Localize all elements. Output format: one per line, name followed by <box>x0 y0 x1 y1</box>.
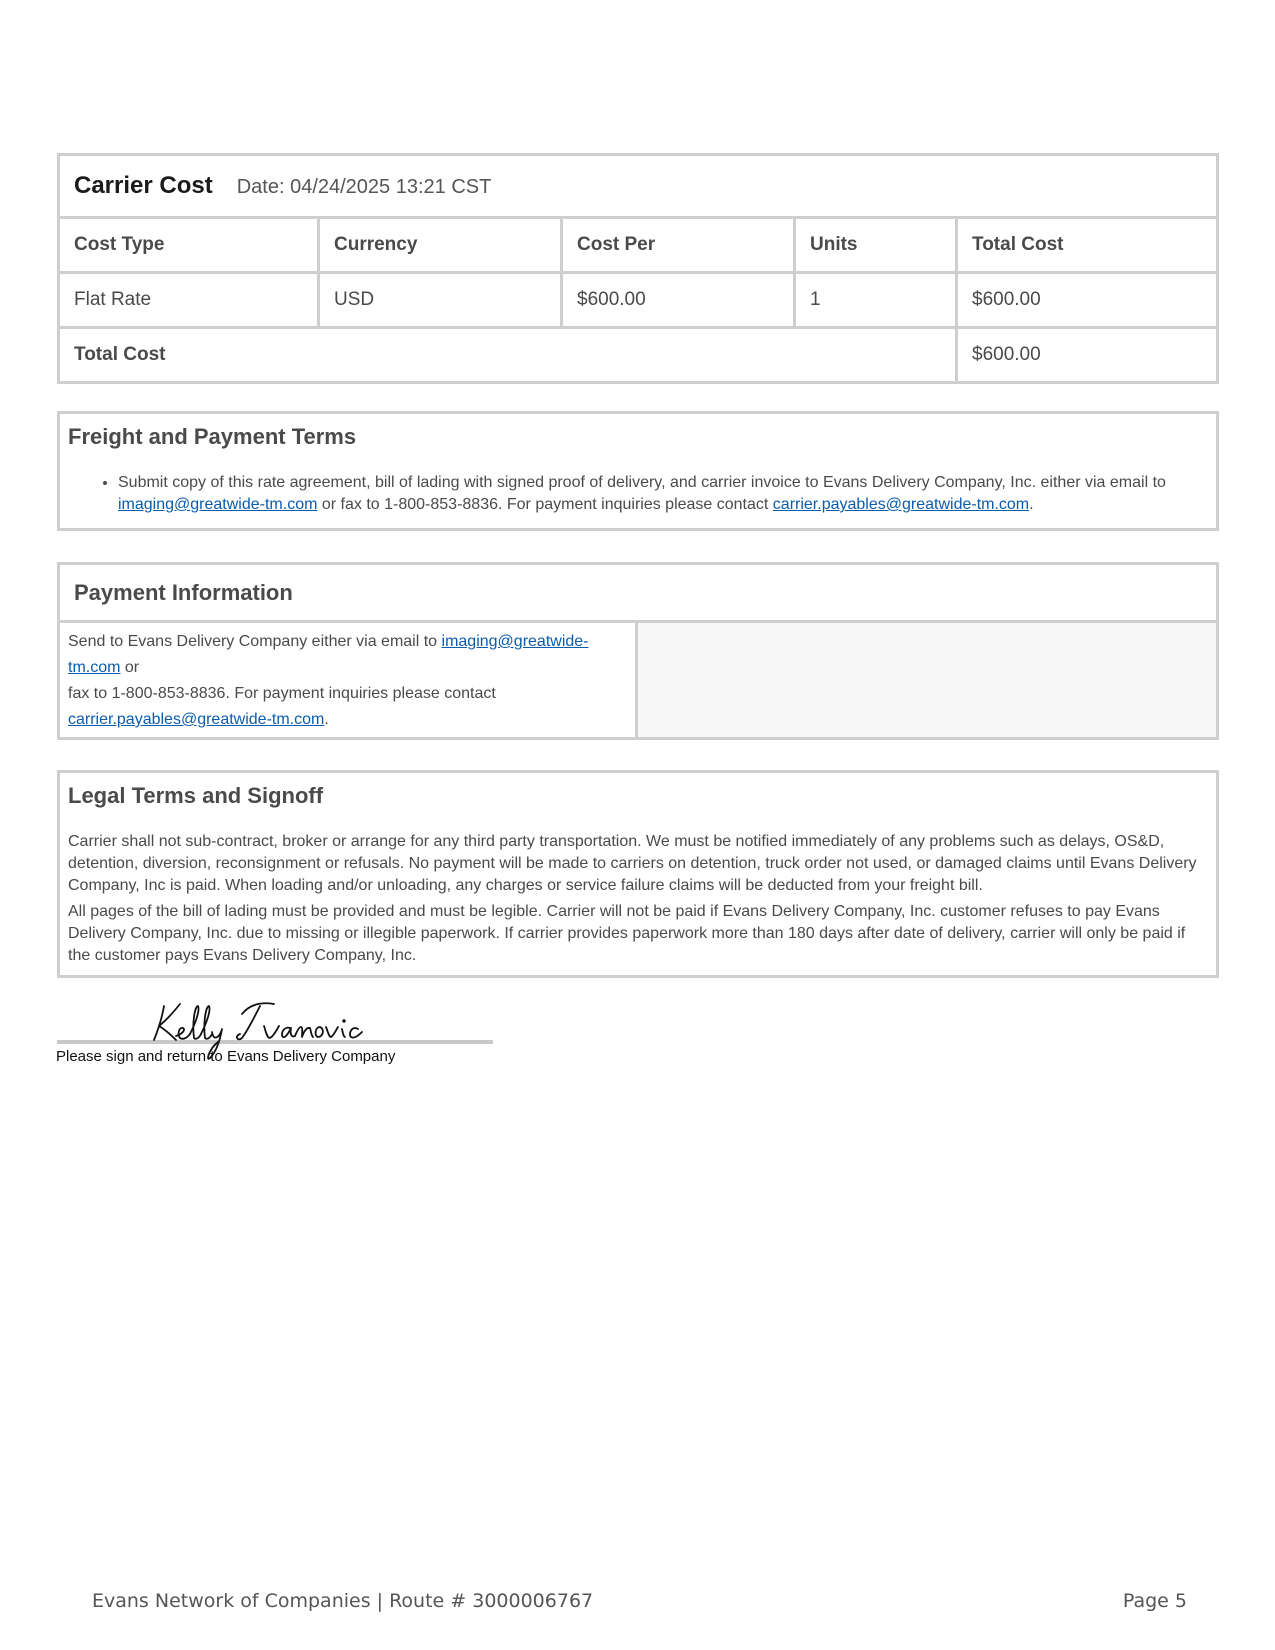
column-header-cost-per: Cost Per <box>563 219 796 271</box>
total-row <box>60 329 1216 381</box>
freight-payment-terms-section <box>57 411 1219 531</box>
total-cost-value: $600.00 <box>972 344 1041 365</box>
cell-cost-per: $600.00 <box>563 274 796 326</box>
column-header-units: Units <box>796 219 958 271</box>
total-cost-label: Total Cost <box>60 329 958 381</box>
cell-cost-type: Flat Rate <box>60 274 320 326</box>
carrier-cost-header <box>60 156 1216 219</box>
legal-paragraph-2: All pages of the bill of lading must be provided and must be legible. Carrier will not be paid if Evans Delivery Company, Inc. customer refuses to pay Evans Delivery Company, Inc. due to missing or illegible paperwork. If carrier provides paperwork more than 180 days after date of delivery, carrier will only be paid if the customer pays Evans Delivery Company, Inc. <box>68 903 1186 964</box>
footer-page-number: Page 5 <box>1122 1590 1187 1612</box>
payment-line-1-text: Send to Evans Delivery Company either via email to <box>68 633 442 650</box>
carrier-cost-table <box>57 153 1219 384</box>
payment-information-section <box>57 562 1219 740</box>
freight-terms-text-middle: or fax to 1-800-853-8836. For payment inquiries please contact <box>317 496 773 513</box>
payment-blank-cell <box>638 623 1216 737</box>
imaging-email-link[interactable]: imaging@greatwide-tm.com <box>118 496 318 513</box>
payment-information-header <box>60 565 1216 623</box>
cell-units: 1 <box>796 274 958 326</box>
list-item <box>118 472 1186 516</box>
payment-line-3 <box>68 707 627 733</box>
cost-table-header-row <box>60 219 1216 274</box>
cell-total-cost: $600.00 <box>972 289 1041 310</box>
payment-line-1-end: or <box>120 659 140 676</box>
freight-terms-title: Freight and Payment Terms <box>68 424 357 449</box>
freight-terms-text-end: . <box>1029 496 1034 513</box>
freight-terms-list <box>68 472 1216 516</box>
cell-currency: USD <box>320 274 563 326</box>
footer-route-info: Evans Network of Companies | Route # 3000006767 <box>92 1590 594 1612</box>
payment-information-title: Payment Information <box>74 579 293 605</box>
column-header-cost-type: Cost Type <box>60 219 320 271</box>
carrier-cost-title: Carrier Cost <box>74 172 213 199</box>
legal-terms-title: Legal Terms and Signoff <box>68 783 324 808</box>
payment-instructions <box>60 623 638 737</box>
payment-imaging-email-link[interactable]: imaging@greatwide-tm.com <box>68 633 589 676</box>
payables-email-link[interactable]: carrier.payables@greatwide-tm.com <box>772 496 1030 513</box>
freight-terms-text: Submit copy of this rate agreement, bill of lading with signed proof of delivery, and carrier invoice to Evans Delivery Company, Inc. either via email to <box>118 474 1166 491</box>
carrier-cost-date: Date: 04/24/2025 13:21 CST <box>236 175 492 198</box>
payment-line-3-end: . <box>324 711 329 728</box>
signature-caption: Please sign and return to Evans Delivery Company <box>56 1048 396 1065</box>
payment-information-body <box>60 623 1216 737</box>
legal-terms-section <box>57 770 1219 978</box>
payment-payables-email-link[interactable]: carrier.payables@greatwide-tm.com <box>68 711 325 728</box>
column-header-currency: Currency <box>320 219 563 271</box>
payment-line-2: fax to 1-800-853-8836. For payment inquiries please contact <box>68 685 496 702</box>
legal-paragraph-1: Carrier shall not sub-contract, broker or arrange for any third party transportation. We must be notified immediately of any problems such as delays, OS&D, detention, diversion, reconsignment or refusals. No payment will be made to carriers on detention, truck order not used, or damaged claims until Evans Delivery Company, Inc is paid. When loading and/or unloading, any charges or service failure claims will be deducted from your freight bill. <box>68 833 1197 894</box>
column-header-total-cost: Total Cost <box>972 234 1064 255</box>
table-row <box>60 274 1216 329</box>
payment-line-1 <box>68 629 627 681</box>
